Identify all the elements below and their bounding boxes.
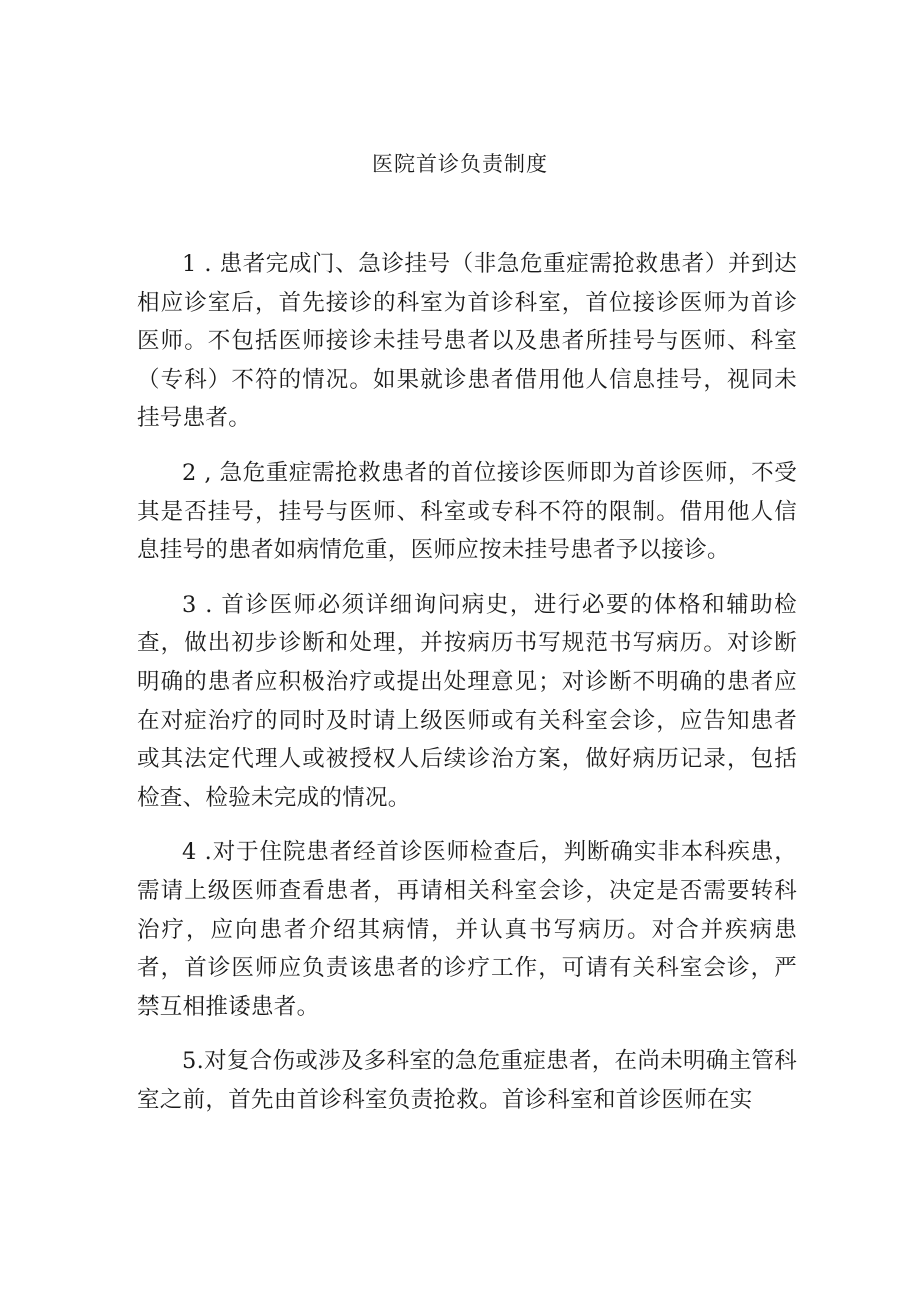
paragraph-2: 2 , 急危重症需抢救患者的首位接诊医师即为首诊医师，不受其是否挂号，挂号与医师、科室或专科不符的限制。借用他人信息挂号的患者如病情危重，医师应按未挂号患者予以接诊。: [137, 459, 797, 564]
document-body: [137, 245, 797, 1135]
paragraph-3: 3 . 首诊医师必须详细询问病史，进行必要的体格和辅助检查，做出初步诊断和处理，并按病历书写规范书写病历。对诊断明确的患者应积极治疗或提出处理意见；对诊断不明确的患者应在对症治疗的同时及时请上级医师或有关科室会诊，应告知患者或其法定代理人或被授权人后续诊治方案，做好病历记录，包括检查、检验未完成的情况。: [137, 591, 797, 811]
paragraph-5: 5.对复合伤或涉及多科室的急危重症患者，在尚未明确主管科室之前，首先由首诊科室负责抢救。首诊科室和首诊医师在实: [137, 1048, 797, 1113]
paragraph-1: 1 . 患者完成门、急诊挂号（非急危重症需抢救患者）并到达相应诊室后，首先接诊的科室为首诊科室，首位接诊医师为首诊医师。不包括医师接诊未挂号患者以及患者所挂号与医师、科室（专科）不符的情况。如果就诊患者借用他人信息挂号，视同未挂号患者。: [137, 251, 797, 432]
document-title: 医院首诊负责制度: [372, 152, 548, 176]
paragraph-4: 4 .对于住院患者经首诊医师检查后，判断确实非本科疾患，需请上级医师查看患者，再请相关科室会诊，决定是否需要转科治疗，应向患者介绍其病情，并认真书写病历。对合并疾病患者，首诊医师应负责该患者的诊疗工作，可请有关科室会诊，严禁互相推诿患者。: [137, 839, 797, 1020]
